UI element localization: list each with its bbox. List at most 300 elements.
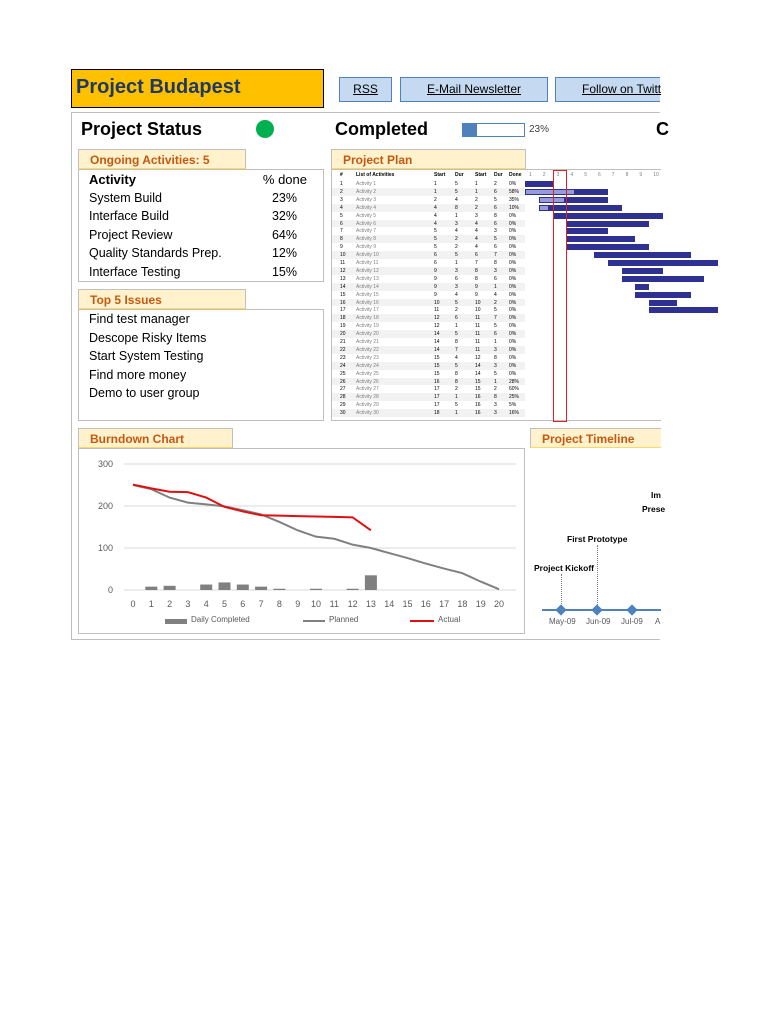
- x-tick-label: 10: [310, 599, 322, 609]
- plan-cell: Activity 2: [356, 188, 377, 195]
- gantt-bar: [649, 307, 718, 313]
- x-tick-label: 17: [439, 599, 450, 609]
- plan-cell: 12: [434, 323, 440, 330]
- gantt-day-label: 5: [584, 172, 587, 178]
- gantt-day-label: 6: [598, 172, 601, 178]
- burndown-header: Burndown Chart: [78, 428, 233, 448]
- gantt-bar: [622, 276, 705, 282]
- plan-cell: 8: [494, 354, 497, 361]
- plan-col-header: Start: [434, 172, 446, 178]
- x-tick-label: 8: [276, 599, 282, 609]
- issue-item: Start System Testing: [89, 349, 204, 363]
- daily-bar: [365, 575, 377, 590]
- timeline-month: May-09: [549, 617, 576, 626]
- plan-cell: 15: [434, 354, 440, 361]
- plan-cell: 2: [475, 204, 478, 211]
- plan-cell: 1: [434, 188, 437, 195]
- plan-cell: 2: [340, 188, 343, 195]
- plan-cell: 5: [434, 236, 437, 243]
- plan-cell: 8: [494, 260, 497, 266]
- plan-cell: 7: [340, 228, 343, 235]
- plan-cell: 4: [455, 291, 458, 298]
- plan-cell: 5: [455, 181, 458, 187]
- plan-cell: 15: [434, 362, 440, 369]
- plan-cell: 28%: [509, 378, 520, 385]
- y-tick-label: 100: [97, 543, 113, 553]
- plan-cell: 0%: [509, 236, 517, 243]
- plan-cell: 0%: [509, 291, 517, 298]
- plan-cell: 9: [434, 267, 437, 274]
- plan-cell: 11: [475, 323, 481, 330]
- plan-cell: 16: [340, 299, 346, 306]
- plan-cell: 3: [494, 362, 497, 369]
- plan-cell: 10: [434, 299, 440, 306]
- x-tick-label: 19: [475, 599, 486, 609]
- plan-cell: 6: [434, 252, 437, 259]
- plan-cell: 1: [494, 378, 497, 385]
- plan-cell: Activity 14: [356, 283, 379, 290]
- plan-cell: 2: [494, 386, 497, 393]
- rss-link[interactable]: RSS: [339, 77, 392, 102]
- plan-cell: 0%: [509, 228, 517, 235]
- plan-cell: 6: [494, 220, 497, 227]
- today-marker: [553, 170, 567, 422]
- issue-item: Descope Risky Items: [89, 331, 207, 345]
- activity-name: Interface Testing: [89, 265, 181, 279]
- timeline-label-im: Im: [651, 490, 661, 500]
- plan-cell: 22: [340, 346, 346, 353]
- plan-cell: 4: [434, 204, 437, 211]
- plan-cell: 18: [434, 410, 440, 417]
- plan-cell: 0%: [509, 315, 517, 322]
- plan-cell: 5: [455, 252, 458, 259]
- plan-cell: 8: [455, 378, 458, 385]
- plan-cell: 35%: [509, 196, 520, 203]
- plan-cell: Activity 3: [356, 196, 377, 203]
- x-tick-label: 15: [402, 599, 413, 609]
- plan-cell: 5: [434, 228, 437, 235]
- legend-planned-swatch: [303, 620, 325, 622]
- plan-cell: 4: [434, 220, 437, 227]
- x-tick-label: 20: [493, 599, 505, 609]
- plan-cell: 2: [455, 386, 458, 393]
- plan-cell: 5: [340, 212, 343, 219]
- plan-cell: 14: [340, 283, 346, 290]
- newsletter-link[interactable]: E-Mail Newsletter: [400, 77, 548, 102]
- daily-bar: [273, 589, 285, 590]
- plan-cell: 3: [494, 402, 497, 409]
- plan-cell: 9: [475, 291, 478, 298]
- plan-cell: 12: [340, 267, 346, 274]
- follow-twitter-link[interactable]: Follow on Twitt: [555, 77, 660, 102]
- plan-cell: Activity 30: [356, 410, 379, 417]
- activity-name: System Build: [89, 191, 162, 205]
- burndown-chart: [79, 449, 526, 635]
- plan-cell: 0%: [509, 354, 517, 361]
- plan-col-header: Start: [475, 172, 487, 178]
- plan-cell: 5: [494, 370, 497, 377]
- issues-panel: [78, 309, 324, 421]
- activity-col-header: Activity: [89, 172, 136, 187]
- plan-cell: 16: [475, 402, 481, 409]
- plan-cell: 5: [455, 331, 458, 338]
- activity-pct: 64%: [271, 228, 297, 242]
- x-tick-label: 16: [420, 599, 431, 609]
- legend-actual-label: Actual: [438, 615, 461, 624]
- plan-cell: Activity 1: [356, 181, 377, 187]
- plan-cell: 4: [455, 196, 458, 203]
- timeline-label-kickoff: Project Kickoff: [534, 563, 594, 573]
- plan-cell: 2: [455, 307, 458, 314]
- plan-cell: 14: [434, 339, 440, 345]
- plan-cell: 14: [434, 346, 440, 353]
- plan-cell: 2: [455, 236, 458, 243]
- y-tick-label: 0: [107, 585, 113, 595]
- plan-cell: 4: [455, 354, 458, 361]
- issue-item: Demo to user group: [89, 386, 200, 400]
- plan-col-header: #: [340, 172, 343, 178]
- plan-cell: 2: [434, 196, 437, 203]
- gantt-bar: [566, 228, 607, 234]
- plan-cell: 10: [475, 299, 481, 306]
- plan-cell: 1: [494, 339, 497, 345]
- plan-cell: 4: [340, 204, 343, 211]
- progress-fill: [463, 124, 477, 136]
- issues-header: Top 5 Issues: [78, 289, 246, 309]
- plan-cell: 1: [475, 188, 478, 195]
- plan-col-header: Dur: [455, 172, 464, 178]
- plan-cell: 3: [494, 410, 497, 417]
- plan-cell: 0%: [509, 346, 517, 353]
- plan-cell: Activity 21: [356, 339, 379, 345]
- x-tick-label: 0: [130, 599, 136, 609]
- plan-cell: 6: [434, 260, 437, 266]
- daily-bar: [347, 589, 359, 590]
- gantt-bar: [608, 260, 718, 266]
- x-tick-label: 3: [185, 599, 191, 609]
- plan-cell: 6: [494, 204, 497, 211]
- plan-cell: 0%: [509, 260, 517, 266]
- x-tick-label: 13: [365, 599, 376, 609]
- plan-cell: 6: [455, 315, 458, 322]
- daily-bar: [237, 585, 249, 590]
- plan-cell: 0%: [509, 370, 517, 377]
- gantt-bar: [566, 244, 649, 250]
- plan-cell: 9: [434, 291, 437, 298]
- activity-pct: 15%: [271, 265, 297, 279]
- plan-cell: 11: [475, 339, 481, 345]
- plan-cell: 1: [475, 181, 478, 187]
- gantt-day-label: 4: [570, 172, 574, 178]
- plan-cell: Activity 9: [356, 244, 377, 251]
- x-tick-label: 1: [148, 599, 154, 609]
- plan-cell: Activity 28: [356, 394, 379, 401]
- plan-cell: 0%: [509, 283, 517, 290]
- burndown-panel: [78, 448, 525, 634]
- plan-cell: 27: [340, 386, 346, 393]
- gantt-day-label: 3: [556, 172, 560, 178]
- plan-cell: 8: [455, 339, 458, 345]
- plan-cell: 15: [475, 378, 481, 385]
- plan-cell: 5: [455, 402, 458, 409]
- plan-cell: 5: [455, 188, 458, 195]
- plan-cell: 0%: [509, 220, 517, 227]
- plan-cell: 4: [475, 244, 478, 251]
- plan-cell: 3: [455, 283, 458, 290]
- plan-cell: 5: [494, 196, 497, 203]
- plan-col-header: Dur: [494, 172, 503, 178]
- plan-cell: Activity 13: [356, 275, 379, 282]
- plan-cell: 30: [340, 410, 346, 417]
- plan-cell: 1: [434, 181, 437, 187]
- plan-cell: 17: [434, 386, 440, 393]
- x-tick-label: 5: [221, 599, 228, 609]
- plan-cell: 6: [494, 188, 497, 195]
- plan-cell: 5: [494, 323, 497, 330]
- gantt-bar: [635, 284, 649, 290]
- plan-cell: 3: [340, 196, 343, 203]
- plan-cell: Activity 29: [356, 402, 379, 409]
- plan-cell: 6: [455, 275, 458, 282]
- plan-cell: 0%: [509, 339, 517, 345]
- plan-cell: 5: [494, 236, 497, 243]
- plan-cell: 24: [340, 362, 346, 369]
- plan-cell: 7: [494, 315, 497, 322]
- status-light-icon: [256, 120, 274, 138]
- plan-cell: 16: [475, 394, 481, 401]
- kickoff-diamond-icon: [555, 604, 566, 615]
- daily-bar: [145, 587, 157, 590]
- gantt-bar: [525, 181, 553, 187]
- plan-cell: Activity 25: [356, 370, 379, 377]
- plan-cell: Activity 19: [356, 323, 379, 330]
- plan-cell: 8: [494, 394, 497, 401]
- plan-cell: 0%: [509, 252, 517, 259]
- x-tick-label: 2: [167, 599, 173, 609]
- plan-cell: 8: [475, 275, 478, 282]
- issue-item: Find test manager: [89, 312, 190, 326]
- progress-bar: [462, 123, 525, 137]
- plan-cell: 2: [475, 196, 478, 203]
- y-tick-label: 300: [97, 459, 113, 469]
- plan-cell: 4: [434, 212, 437, 219]
- plan-cell: 0%: [509, 323, 517, 330]
- plan-cell: 3: [475, 212, 478, 219]
- ongoing-panel: [78, 169, 324, 282]
- plan-cell: 14: [475, 362, 481, 369]
- plan-cell: 7: [475, 260, 478, 266]
- plan-cell: 19: [340, 323, 346, 330]
- plan-cell: 9: [434, 275, 437, 282]
- status-right-char: C: [656, 119, 669, 139]
- plan-cell: 2: [494, 299, 497, 306]
- plan-cell: 0%: [509, 267, 517, 274]
- timeline-panel: [530, 448, 666, 640]
- plan-cell: 6: [340, 220, 343, 227]
- plan-col-header: Done: [509, 172, 522, 178]
- x-tick-label: 12: [347, 599, 358, 609]
- gantt-day-label: 1: [529, 172, 532, 178]
- plan-cell: 3: [494, 346, 497, 353]
- plan-cell: Activity 22: [356, 346, 379, 353]
- gantt-chart: [525, 170, 662, 422]
- plan-cell: 0%: [509, 275, 517, 282]
- gantt-day-label: 9: [639, 172, 643, 178]
- plan-table: [332, 170, 525, 422]
- gantt-bar: [635, 292, 690, 298]
- milestone-diamond-icon: [626, 604, 637, 615]
- plan-cell: 2: [455, 244, 458, 251]
- plan-cell: 17: [434, 402, 440, 409]
- plan-cell: 6: [494, 275, 497, 282]
- x-tick-label: 4: [203, 599, 209, 609]
- plan-cell: 3: [455, 220, 458, 227]
- plan-col-header: List of Activities: [356, 172, 395, 178]
- plan-cell: 14: [475, 370, 481, 377]
- plan-header: Project Plan: [331, 149, 526, 169]
- plan-cell: 0%: [509, 181, 517, 187]
- issue-item: Find more money: [89, 368, 187, 382]
- plan-cell: 25: [340, 370, 346, 377]
- plan-cell: 1: [455, 323, 458, 330]
- plan-cell: 10: [340, 252, 346, 259]
- plan-cell: 5%: [509, 402, 517, 409]
- prototype-connector: [597, 545, 598, 611]
- gantt-progress: [540, 206, 548, 210]
- plan-cell: 28: [340, 394, 346, 401]
- plan-cell: 7: [455, 346, 458, 353]
- timeline-label-prototype: First Prototype: [567, 534, 628, 544]
- plan-cell: 12: [434, 315, 440, 322]
- plan-cell: 6: [494, 244, 497, 251]
- plan-cell: 25%: [509, 394, 520, 401]
- plan-cell: 9: [340, 244, 343, 251]
- plan-cell: 11: [434, 307, 440, 314]
- daily-bar: [255, 587, 267, 590]
- plan-cell: 1: [455, 394, 458, 401]
- gantt-day-label: 2: [542, 172, 546, 178]
- plan-cell: 5: [494, 307, 497, 314]
- dashboard: [71, 112, 669, 640]
- plan-cell: 11: [475, 346, 481, 353]
- timeline-header: Project Timeline: [530, 428, 661, 448]
- plan-cell: Activity 20: [356, 331, 379, 338]
- plan-cell: 1: [455, 410, 458, 417]
- plan-cell: 10: [475, 307, 481, 314]
- plan-cell: 6: [475, 252, 478, 259]
- daily-bar: [310, 589, 322, 590]
- plan-cell: 3: [494, 267, 497, 274]
- plan-panel: [331, 169, 661, 421]
- actual-line: [133, 485, 371, 531]
- gantt-bar: [539, 205, 622, 211]
- plan-cell: 0%: [509, 362, 517, 369]
- gantt-bar: [566, 236, 635, 242]
- plan-cell: 17: [434, 394, 440, 401]
- gantt-day-label: 7: [611, 172, 615, 178]
- plan-cell: 9: [475, 283, 478, 290]
- timeline-label-pres: Prese: [642, 504, 666, 514]
- plan-cell: 5: [434, 244, 437, 251]
- plan-cell: 1: [494, 283, 497, 290]
- ongoing-header: Ongoing Activities: 5: [78, 149, 246, 169]
- plan-cell: Activity 24: [356, 362, 379, 369]
- plan-cell: 21: [340, 339, 346, 345]
- prototype-diamond-icon: [591, 604, 602, 615]
- plan-cell: 5: [455, 362, 458, 369]
- plan-cell: 15: [475, 386, 481, 393]
- plan-cell: 1: [455, 260, 458, 266]
- activity-name: Quality Standards Prep.: [89, 246, 222, 260]
- plan-cell: 0%: [509, 299, 517, 306]
- legend-actual-swatch: [410, 620, 434, 622]
- plan-cell: Activity 17: [356, 307, 379, 314]
- activity-pct: 12%: [271, 246, 297, 260]
- plan-cell: 8: [494, 212, 497, 219]
- progress-percent: 23%: [529, 124, 550, 135]
- daily-bar: [164, 586, 176, 590]
- activity-name: Project Review: [89, 228, 173, 242]
- plan-cell: 13: [340, 275, 346, 282]
- plan-cell: Activity 12: [356, 267, 379, 274]
- gantt-bar: [649, 300, 677, 306]
- plan-cell: 4: [475, 236, 478, 243]
- gantt-day-label: 10: [653, 172, 659, 178]
- activity-pct: 23%: [271, 191, 297, 205]
- plan-cell: 11: [475, 331, 481, 338]
- plan-cell: Activity 8: [356, 236, 377, 243]
- plan-cell: 26: [340, 378, 346, 385]
- gantt-bar: [622, 268, 663, 274]
- plan-cell: 8: [455, 204, 458, 211]
- plan-cell: 5: [455, 299, 458, 306]
- plan-cell: 60%: [509, 386, 520, 393]
- plan-cell: 3: [455, 267, 458, 274]
- plan-cell: Activity 23: [356, 354, 379, 361]
- plan-cell: 14: [434, 331, 440, 338]
- x-tick-label: 11: [329, 599, 339, 609]
- plan-cell: 12: [475, 354, 481, 361]
- plan-cell: 2: [494, 181, 497, 187]
- gantt-bar: [553, 213, 663, 219]
- plan-cell: 16: [434, 378, 440, 385]
- plan-cell: 8: [475, 267, 478, 274]
- plan-cell: 58%: [509, 188, 520, 195]
- status-state: Completed: [335, 119, 429, 139]
- timeline-month: A: [655, 617, 661, 626]
- plan-cell: Activity 18: [356, 315, 379, 322]
- status-label: Project Status: [81, 119, 203, 139]
- plan-cell: 7: [494, 252, 497, 259]
- plan-cell: 29: [340, 402, 346, 409]
- plan-cell: Activity 27: [356, 386, 379, 393]
- plan-cell: Activity 6: [356, 220, 377, 227]
- legend-daily-label: Daily Completed: [191, 615, 250, 624]
- plan-cell: Activity 16: [356, 299, 379, 306]
- plan-cell: 16%: [509, 410, 520, 417]
- project-title: Project Budapest: [71, 69, 324, 108]
- daily-bar: [219, 582, 231, 590]
- plan-cell: 3: [494, 228, 497, 235]
- x-tick-label: 14: [384, 599, 395, 609]
- plan-cell: 20: [340, 331, 346, 338]
- x-tick-label: 6: [240, 599, 246, 609]
- plan-cell: 18: [340, 315, 346, 322]
- activity-name: Interface Build: [89, 209, 169, 223]
- daily-bar: [200, 585, 212, 590]
- timeline-month: Jun-09: [586, 617, 611, 626]
- plan-cell: Activity 7: [356, 228, 377, 235]
